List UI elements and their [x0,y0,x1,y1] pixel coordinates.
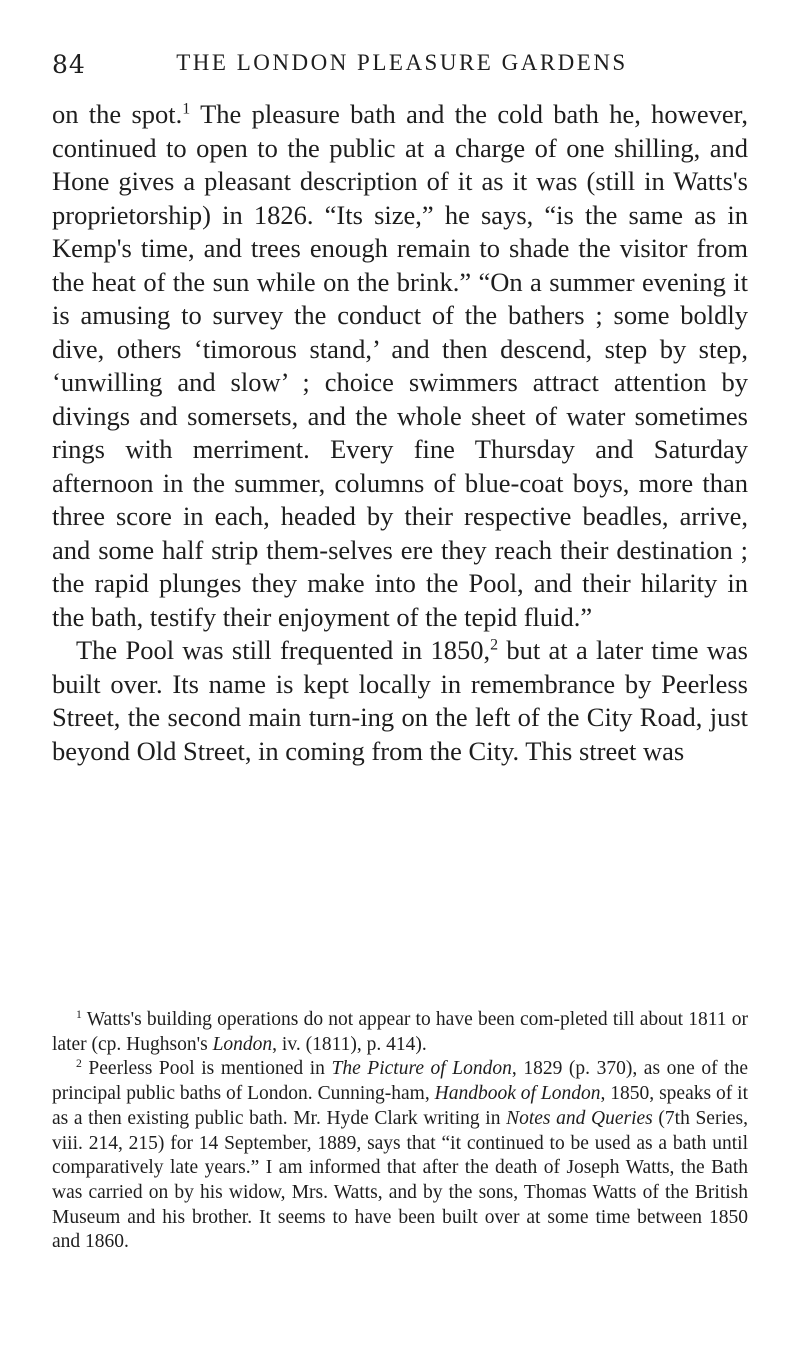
footnote-2-title-3: Notes and Queries [506,1107,653,1129]
main-text [52,98,748,768]
footnote-ref-2: 2 [490,636,499,654]
footnote-2-text-4: (7th Series, viii. 214, 215) for 14 September, 1889, says that “it continued to be used as a bath until comparatively late years.” I am informed that after the death of Joseph Watts, the Bath was carried on by his widow, Mrs. Watts, and by the sons, Thomas Watts of the British Museum and his brother. It seems to have been built over at some time between 1850 and 1860. [52,1107,748,1253]
footnote-1-text-end: , iv. (1811), p. 414). [272,1033,427,1055]
footnote-2-marker: 2 [76,1057,82,1071]
footnote-1-title: London [212,1033,273,1055]
paragraph-2 [52,634,748,768]
footnote-ref-1: 1 [182,100,191,118]
footnote-2-text: Peerless Pool is mentioned in [81,1058,332,1080]
footnote-1-text: Watts's building operations do not appear to have been com-pleted till about 1811 or later (cp. Hughson's [52,1009,748,1055]
paragraph-2-rest: but at a later time was built over. Its name is kept locally in remembrance by Peerless Street, the second main turn-ing on the left of the City Road, just beyond Old Street, in coming from the City. This street was [52,635,748,766]
paragraph-1 [52,98,748,634]
footnote-2-title-2: Handbook of London [434,1083,601,1105]
paragraph-1-rest: The pleasure bath and the cold bath he, however, continued to open to the public at a charge of one shilling, and Hone gives a pleasant description of it as it was (still in Watts's proprietorship) in 1826. “Its size,” he says, “is the same as in Kemp's time, and trees enough remain to shade the visitor from the heat of the sun while on the brink.” “On a summer evening it is amusing to survey the conduct of the bathers ; some boldly dive, others ‘timorous stand,’ and then descend, step by step, ‘unwilling and slow’ ; choice swimmers attract attention by divings and somersets, and the whole sheet of water sometimes rings with merriment. Every fine Thursday and Saturday afternoon in the summer, columns of blue-coat boys, more than three score in each, headed by their respective beadles, arrive, and some half strip them-selves ere they reach their destination ; the rapid plunges they make into the Pool, and their hilarity in the bath, testify their enjoyment of the tepid fluid.” [52,99,748,632]
footnote-2-text-2: , 1829 (p. 370), as one of the principal public baths of London. Cunning-ham, [52,1058,749,1105]
footnote-2 [52,1057,748,1255]
footnotes [52,1008,748,1255]
running-head [52,50,752,84]
footnote-1-marker: 1 [76,1007,82,1021]
footnote-1 [52,1008,748,1057]
footnote-2-title-1: The Picture of London [331,1058,512,1080]
paragraph-1-start: on the spot. [52,99,183,129]
page-number: 84 [52,50,86,79]
running-title: THE LONDON PLEASURE GARDENS [176,50,628,75]
paragraph-2-start: The Pool was still frequented in 1850, [76,635,491,665]
footnote-2-text-3: , 1850, speaks of it as a then existing public bath. Mr. Hyde Clark writing in [52,1083,748,1129]
